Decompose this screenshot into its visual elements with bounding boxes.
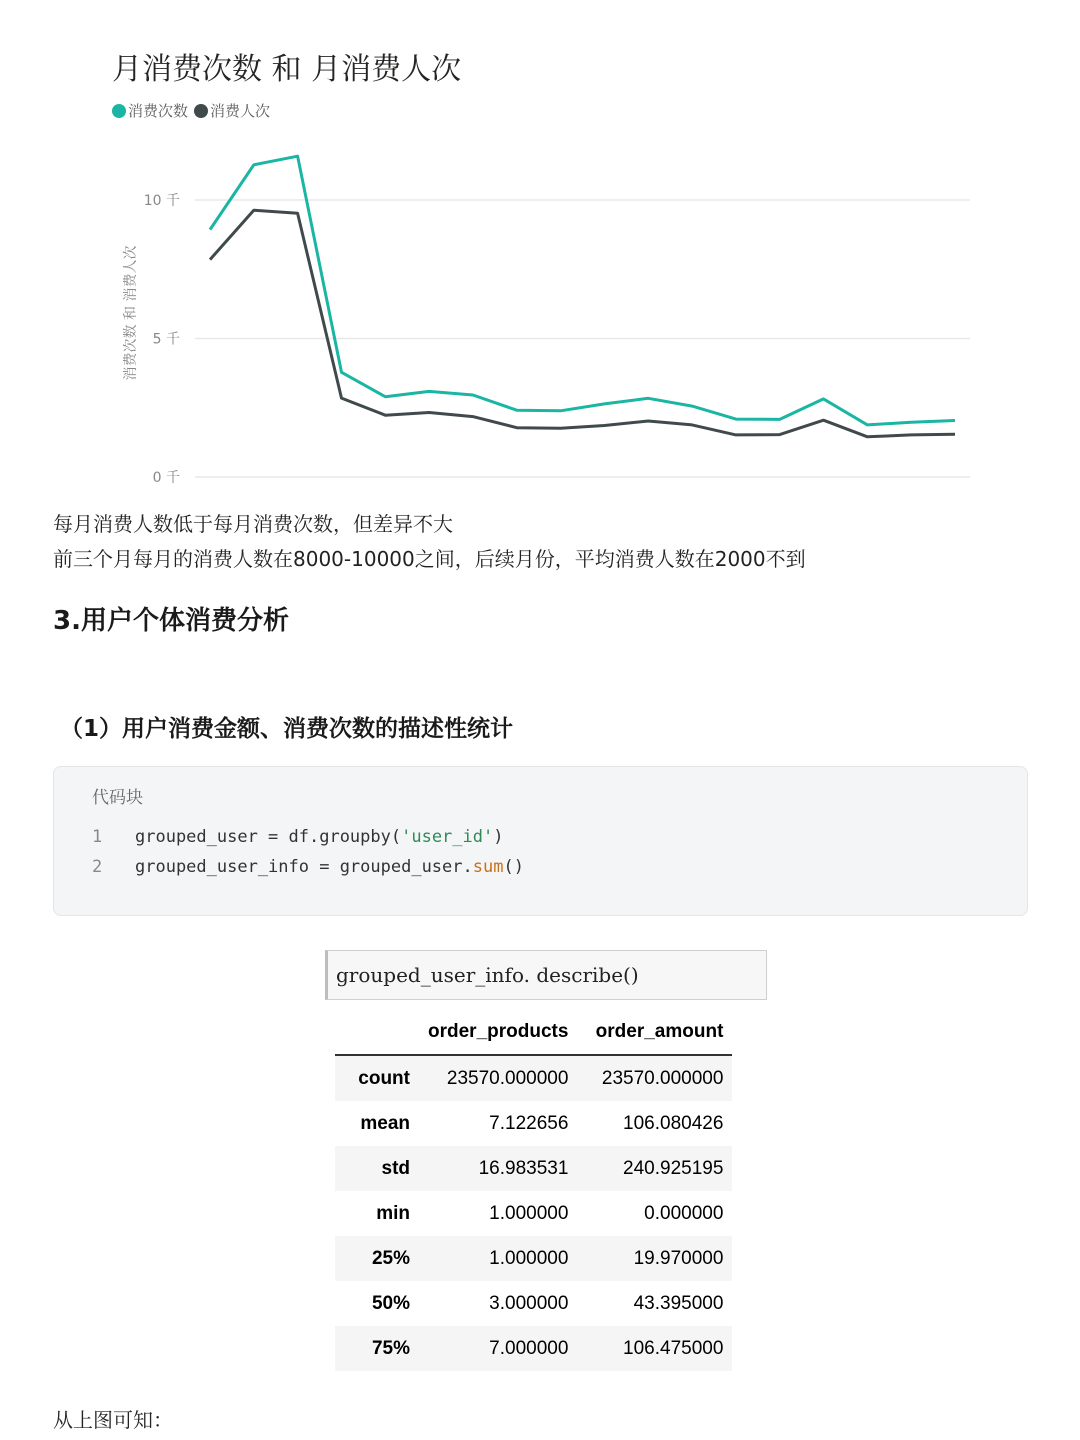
legend-label-visits: 消费人次 bbox=[210, 102, 271, 120]
y-tick-label: 5 千 bbox=[152, 331, 180, 348]
code-string: 'user_id' bbox=[401, 827, 494, 847]
column-header: order_products bbox=[419, 1010, 577, 1055]
table-header-row bbox=[335, 1010, 732, 1055]
paragraph-2: 前三个月每月的消费人数在8000-10000之间，后续月份，平均消费人数在2000不到 bbox=[53, 547, 806, 571]
column-header: order_amount bbox=[577, 1010, 732, 1055]
cell-value: 43.395000 bbox=[633, 1292, 724, 1314]
row-label: 50% bbox=[371, 1292, 410, 1314]
code-block[interactable] bbox=[53, 766, 1028, 916]
table-row bbox=[335, 1146, 732, 1191]
grid-layer bbox=[195, 200, 970, 477]
sub-heading: （1）用户消费金额、消费次数的描述性统计 bbox=[60, 716, 514, 742]
cell-value: 1.000000 bbox=[489, 1202, 569, 1224]
line-number: 2 bbox=[92, 857, 103, 877]
code-block-label: 代码块 bbox=[92, 788, 143, 808]
code-text: grouped_user_info = grouped_user. bbox=[135, 857, 473, 877]
table-row bbox=[335, 1101, 732, 1146]
row-label: 25% bbox=[371, 1247, 410, 1269]
series-layer bbox=[210, 156, 955, 437]
legend-item-count[interactable] bbox=[112, 100, 188, 121]
row-label: std bbox=[381, 1157, 410, 1179]
cell-value: 19.970000 bbox=[633, 1247, 724, 1269]
column-header bbox=[335, 1010, 419, 1055]
cell-value: 106.080426 bbox=[623, 1112, 724, 1134]
cell-value: 23570.000000 bbox=[446, 1067, 569, 1089]
legend-label-count: 消费次数 bbox=[128, 102, 189, 120]
y-tick-label: 0 千 bbox=[152, 470, 180, 486]
cell-value: 23570.000000 bbox=[601, 1067, 724, 1089]
y-axis-title: 消费次数 和 消费人次 bbox=[123, 245, 139, 381]
table-row bbox=[335, 1326, 732, 1371]
cell-value: 7.122656 bbox=[489, 1112, 569, 1134]
table-row bbox=[335, 1281, 732, 1326]
legend-dot-count-icon bbox=[112, 104, 126, 118]
code-text: () bbox=[503, 857, 524, 877]
footer-text: 从上图可知： bbox=[53, 1408, 173, 1432]
cell-value: 1.000000 bbox=[489, 1247, 569, 1269]
paragraph-1: 每月消费人数低于每月消费次数，但差异不大 bbox=[53, 512, 453, 536]
row-label: mean bbox=[360, 1112, 410, 1134]
code-text: grouped_user = df.groupby( bbox=[135, 827, 402, 847]
cell-value: 3.000000 bbox=[489, 1292, 569, 1314]
row-label: min bbox=[376, 1202, 410, 1224]
y-tick-label: 10 千 bbox=[143, 193, 180, 209]
line-number: 1 bbox=[92, 827, 103, 847]
series-line-visits bbox=[210, 210, 955, 437]
legend-item-visits[interactable] bbox=[194, 100, 270, 121]
notebook-input-cell[interactable]: grouped_user_info. describe() bbox=[325, 950, 767, 1000]
section-heading: 3.用户个体消费分析 bbox=[53, 606, 289, 636]
legend-dot-visits-icon bbox=[194, 104, 208, 118]
cell-value: 16.983531 bbox=[478, 1157, 569, 1179]
table-row bbox=[335, 1191, 732, 1236]
code-function: sum bbox=[472, 857, 504, 877]
table-row bbox=[335, 1236, 732, 1281]
y-tick-layer bbox=[144, 193, 180, 486]
series-line-count bbox=[210, 156, 955, 425]
cell-value: 7.000000 bbox=[489, 1337, 569, 1359]
row-label: count bbox=[358, 1067, 410, 1089]
describe-table bbox=[335, 1010, 732, 1371]
chart-title: 月消费次数 和 月消费人次 bbox=[112, 52, 462, 87]
table-row bbox=[335, 1055, 732, 1101]
code-line-1 bbox=[92, 827, 503, 847]
line-chart bbox=[0, 130, 1080, 490]
cell-value: 0.000000 bbox=[644, 1202, 724, 1224]
row-label: 75% bbox=[371, 1337, 410, 1359]
cell-value: 106.475000 bbox=[623, 1337, 724, 1359]
cell-value: 240.925195 bbox=[623, 1157, 724, 1179]
code-line-2 bbox=[92, 857, 524, 877]
code-text: ) bbox=[493, 827, 504, 847]
chart-legend bbox=[112, 100, 276, 121]
